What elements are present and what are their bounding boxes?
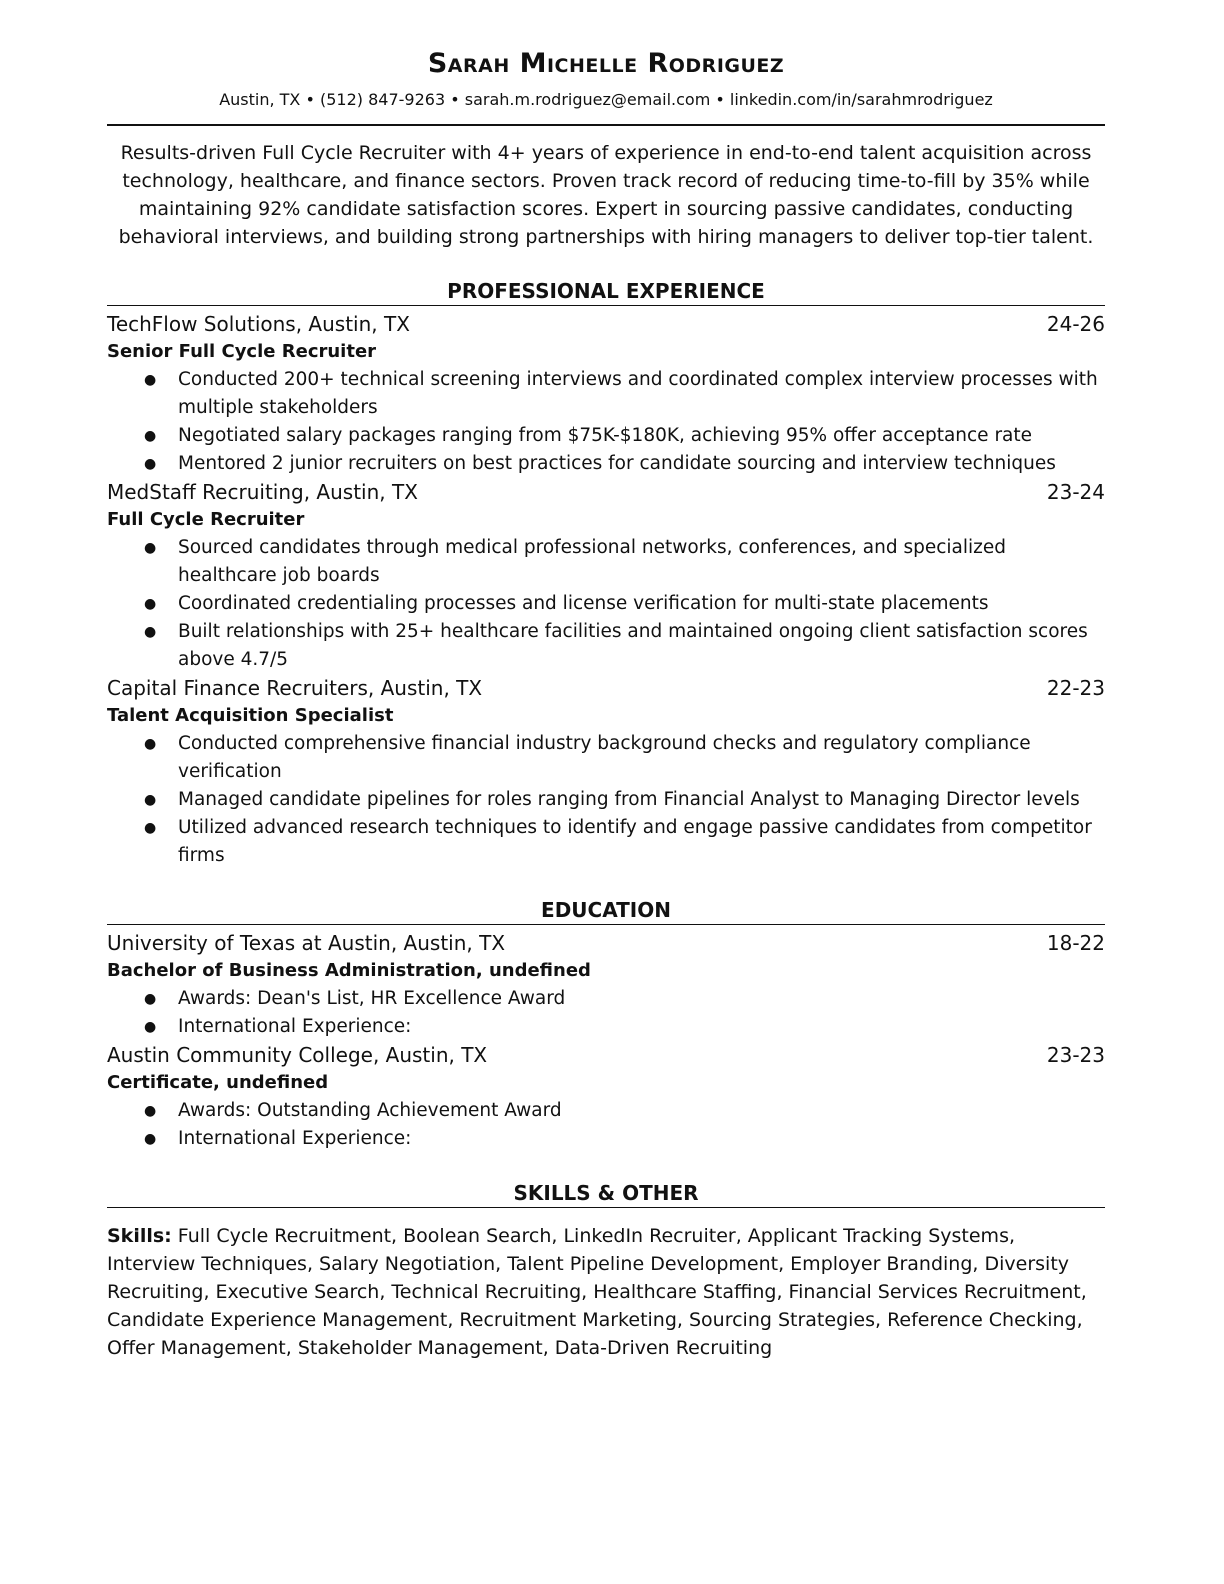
job-title: Senior Full Cycle Recruiter xyxy=(107,341,377,362)
job-header xyxy=(107,674,1105,702)
job-title: Talent Acquisition Specialist xyxy=(107,705,394,726)
education-entry xyxy=(107,929,1105,1041)
skills-paragraph xyxy=(107,1222,1105,1362)
job-header xyxy=(107,478,1105,506)
education-entry xyxy=(107,1041,1105,1153)
degree-title: Certificate, undefined xyxy=(107,1072,329,1093)
job-entry xyxy=(107,478,1105,674)
school-name: Austin Community College, Austin, TX xyxy=(107,1043,488,1067)
job-bullets xyxy=(107,366,1105,478)
job-company: TechFlow Solutions, Austin, TX xyxy=(107,312,410,336)
bullet-item: ● Conducted 200+ technical screening interviews and coordinated complex interview processes with multiple stakeholders xyxy=(107,366,1105,422)
job-bullets xyxy=(107,534,1105,674)
job-entry xyxy=(107,674,1105,870)
bullet-item: ● International Experience: xyxy=(107,1013,1105,1041)
job-header xyxy=(107,310,1105,338)
professional-summary: Results-driven Full Cycle Recruiter with 4+ years of experience in end-to-end talent acquisition across technology, healthcare, and finance sectors. Proven track record of reducing time-to-fill by 35% while maintaining 92% candidate satisfaction scores. Expert in sourcing passive candidates, conducting behavioral interviews, and building strong partnerships with hiring managers to deliver top-tier talent. xyxy=(118,142,1094,248)
education-bullets xyxy=(107,1097,1105,1153)
job-dates: 22-23 xyxy=(1046,676,1105,700)
education-section-title: EDUCATION xyxy=(107,896,1105,925)
degree-title: Bachelor of Business Administration, undefined xyxy=(107,960,591,981)
job-company: Capital Finance Recruiters, Austin, TX xyxy=(107,676,483,700)
job-company: MedStaff Recruiting, Austin, TX xyxy=(107,480,418,504)
school-header xyxy=(107,1041,1105,1069)
bullet-item: ● Coordinated credentialing processes and license verification for multi-state placements xyxy=(107,590,1105,618)
school-dates: 18-22 xyxy=(1046,931,1105,955)
education-bullets xyxy=(107,985,1105,1041)
bullet-item: ● Negotiated salary packages ranging from $75K-$180K, achieving 95% offer acceptance rate xyxy=(107,422,1105,450)
candidate-name: Sarah Michelle Rodriguez xyxy=(427,48,785,79)
job-bullets xyxy=(107,730,1105,870)
bullet-item: ● Awards: Dean's List, HR Excellence Award xyxy=(107,985,1105,1013)
contact-line: Austin, TX • (512) 847-9263 • sarah.m.rodriguez@email.com • linkedin.com/in/sarahmrodriguez xyxy=(219,90,993,109)
bullet-item: ● Conducted comprehensive financial industry background checks and regulatory compliance verification xyxy=(107,730,1105,786)
skills-section-title: SKILLS & OTHER xyxy=(107,1179,1105,1208)
skills-label: Skills: xyxy=(107,1225,172,1247)
bullet-item: ● International Experience: xyxy=(107,1125,1105,1153)
bullet-item: ● Managed candidate pipelines for roles ranging from Financial Analyst to Managing Director levels xyxy=(107,786,1105,814)
job-entry xyxy=(107,310,1105,478)
bullet-item: ● Utilized advanced research techniques to identify and engage passive candidates from competitor firms xyxy=(107,814,1105,870)
school-header xyxy=(107,929,1105,957)
school-dates: 23-23 xyxy=(1046,1043,1105,1067)
job-title: Full Cycle Recruiter xyxy=(107,509,305,530)
bullet-item: ● Awards: Outstanding Achievement Award xyxy=(107,1097,1105,1125)
school-name: University of Texas at Austin, Austin, TX xyxy=(107,931,506,955)
resume-content xyxy=(107,40,1105,1362)
experience-section-title: PROFESSIONAL EXPERIENCE xyxy=(107,277,1105,306)
bullet-item: ● Mentored 2 junior recruiters on best practices for candidate sourcing and interview techniques xyxy=(107,450,1105,478)
job-dates: 24-26 xyxy=(1046,312,1105,336)
job-dates: 23-24 xyxy=(1046,480,1105,504)
bullet-item: ● Sourced candidates through medical professional networks, conferences, and specialized healthcare job boards xyxy=(107,534,1105,590)
header-divider xyxy=(107,124,1105,126)
bullet-item: ● Built relationships with 25+ healthcare facilities and maintained ongoing client satisfaction scores above 4.7/5 xyxy=(107,618,1105,674)
skills-list: Full Cycle Recruitment, Boolean Search, LinkedIn Recruiter, Applicant Tracking Systems, Interview Techniques, Salary Negotiation, Talent Pipeline Development, Employer Branding, Diversity Recruiting, Executive Search, Technical Recruiting, Healthcare Staffing, Financial Services Recruitment, Candidate Experience Management, Recruitment Marketing, Sourcing Strategies, Reference Checking, Offer Management, Stakeholder Management, Data-Driven Recruiting xyxy=(107,1225,1087,1359)
